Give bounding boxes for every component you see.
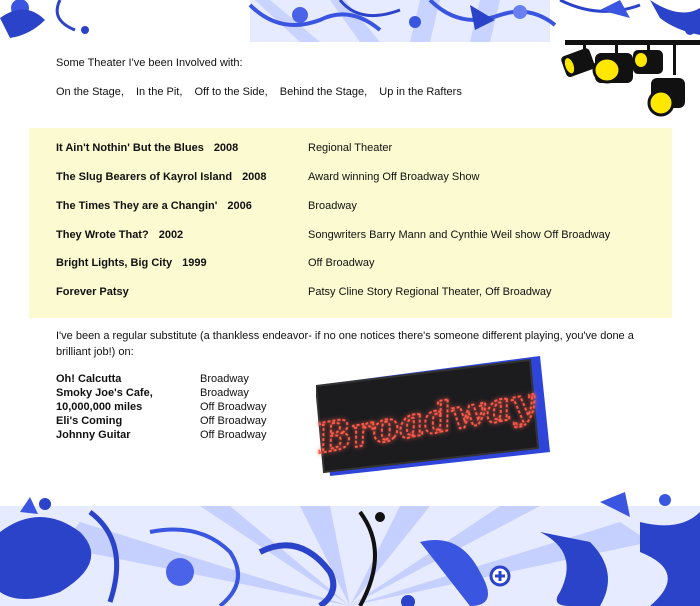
substitute-show-venue: Broadway <box>200 373 249 385</box>
show-row <box>56 257 656 275</box>
broadway-sign-text: Broadway <box>316 378 538 463</box>
show-venue: Award winning Off Broadway Show <box>308 171 480 183</box>
show-year: 2008 <box>213 142 239 154</box>
show-year: 2006 <box>227 200 252 212</box>
show-row <box>56 229 656 247</box>
substitute-show-title: Johnny Guitar <box>56 429 131 441</box>
role-rafters: Up in the Rafters <box>379 86 462 98</box>
show-year: 2002 <box>158 229 184 241</box>
shows-panel <box>29 128 672 318</box>
bottom-floral-decoration <box>0 492 700 606</box>
substitute-show-title: 10,000,000 miles <box>56 401 143 413</box>
substitute-show-title: Eli's Coming <box>56 415 123 427</box>
floral-swirl-icon <box>0 0 700 42</box>
show-year: 2008 <box>242 171 267 183</box>
show-title: The Times They are a Changin' 2006 <box>56 200 252 212</box>
role-behind-stage: Behind the Stage, <box>279 86 368 98</box>
show-venue: Off Broadway <box>308 257 375 269</box>
show-title: Forever Patsy <box>56 286 129 298</box>
show-row <box>56 200 656 218</box>
substitute-show-venue: Off Broadway <box>200 429 267 441</box>
show-venue: Patsy Cline Story Regional Theater, Off Broadway <box>308 286 552 298</box>
floral-swirl-icon <box>0 492 700 606</box>
substitute-show-venue: Off Broadway <box>200 401 267 413</box>
role-in-pit: In the Pit, <box>135 86 183 98</box>
stage-lights-decoration <box>555 38 700 128</box>
broadway-neon-sign-icon <box>316 356 550 476</box>
show-title: Bright Lights, Big City 1999 <box>56 257 207 269</box>
show-row <box>56 142 656 160</box>
show-row <box>56 286 656 304</box>
show-row <box>56 171 656 189</box>
broadway-sign-image <box>316 356 550 476</box>
show-venue: Songwriters Barry Mann and Cynthie Weil show Off Broadway <box>308 229 611 241</box>
show-title: They Wrote That? 2002 <box>56 229 184 241</box>
substitute-paragraph: I've been a regular substitute (a thankless endeavor- if no one notices there's someone different playing, you've done a brilliant job!) on: <box>56 330 634 358</box>
show-title: It Ain't Nothin' But the Blues 2008 <box>56 142 239 154</box>
show-venue: Broadway <box>308 200 357 212</box>
spotlight-icon <box>555 38 700 128</box>
substitute-show-venue: Broadway <box>200 387 249 399</box>
role-on-stage: On the Stage, <box>56 86 124 98</box>
substitute-show-title: Smoky Joe's Cafe, <box>56 387 153 399</box>
show-venue: Regional Theater <box>308 142 393 154</box>
show-title: The Slug Bearers of Kayrol Island 2008 <box>56 171 267 183</box>
roles-line <box>56 86 471 98</box>
role-off-side: Off to the Side, <box>194 86 268 98</box>
intro-heading: Some Theater I've been Involved with: <box>56 57 243 69</box>
show-year: 1999 <box>182 257 207 269</box>
substitute-show-title: Oh! Calcutta <box>56 373 122 385</box>
top-floral-decoration <box>0 0 700 42</box>
substitute-show-venue: Off Broadway <box>200 415 267 427</box>
